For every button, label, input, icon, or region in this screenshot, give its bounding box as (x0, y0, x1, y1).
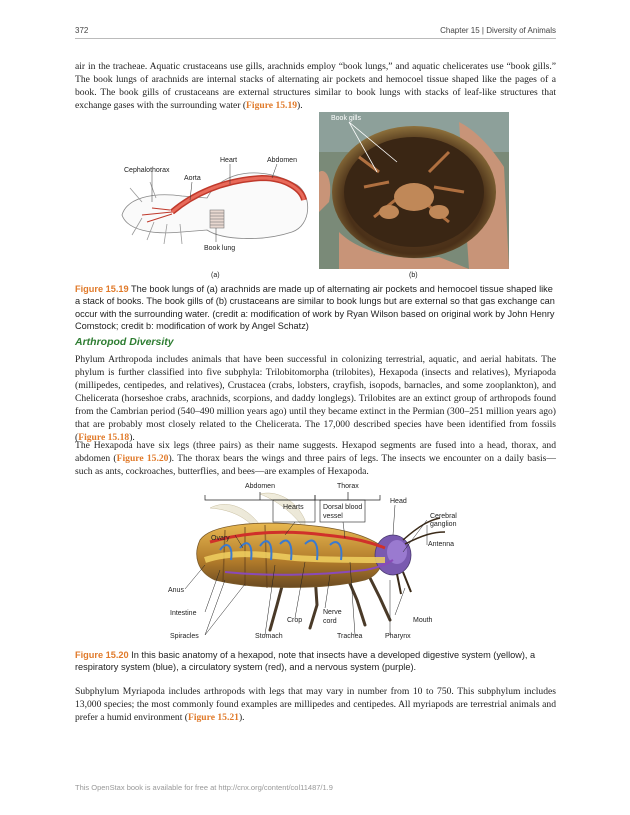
hexapod-anatomy-diagram (165, 480, 465, 645)
chapter-title: Chapter 15 | Diversity of Animals (440, 26, 556, 35)
label-abdomen: Abdomen (267, 157, 297, 164)
label-spiracles: Spiracles (170, 633, 199, 640)
label-thorax: Thorax (337, 483, 359, 490)
label-mouth: Mouth (413, 617, 433, 624)
header-rule (75, 38, 556, 39)
subfigure-a-label: (a) (211, 272, 220, 279)
figure-link[interactable]: Figure 15.20 (116, 453, 169, 464)
label-abdomen: Abdomen (245, 483, 275, 490)
label-hearts: Hearts (283, 504, 304, 511)
figure-link[interactable]: Figure 15.18 (78, 432, 130, 443)
label-anus: Anus (168, 587, 184, 594)
label-cerebral: Cerebral (430, 513, 457, 520)
subfigure-b-label: (b) (409, 272, 418, 279)
label-ovary: Ovary (211, 535, 230, 542)
label-cord: cord (323, 618, 337, 625)
label-antenna: Antenna (428, 541, 455, 548)
section-heading: Arthropod Diversity (75, 336, 174, 348)
label-trachea: Trachea (337, 633, 363, 640)
page-number: 372 (75, 26, 89, 35)
label-pharynx: Pharynx (385, 633, 411, 640)
intro-paragraph: air in the tracheae. Aquatic crustaceans use gills, arachnids employ “book lungs,” and aquatic chelicerates use “book gills.” The book lungs of arachnids are internal stacks of alternating air pockets and hemocoel tissue shaped like the pages of a book. The book gills of crustaceans are external structures similar to book lungs with stacks of leaf-like structures that exchange gases with the surrounding water (Figure 15.19). (75, 61, 556, 111)
label-nerve: Nerve (323, 609, 342, 616)
label-intestine: Intestine (170, 610, 197, 617)
label-vessel: vessel (323, 513, 343, 520)
horseshoe-crab-photo (319, 112, 509, 269)
figure-link[interactable]: Figure 15.19 (246, 100, 298, 111)
label-dorsal-blood: Dorsal blood (323, 504, 363, 511)
label-cephalothorax: Cephalothorax (124, 167, 170, 174)
label-book-lung: Book lung (204, 245, 236, 252)
label-aorta: Aorta (184, 175, 201, 182)
arachnid-book-lung-diagram (112, 140, 322, 265)
label-stomach: Stomach (255, 633, 283, 640)
figure-15-19-caption: Figure 15.19 The book lungs of (a) arachnids are made up of alternating air pockets and hemocoel tissue shaped like a stack of books. The book gills of (b) crustaceans are similar to book lungs but are external so that gas exchange can occur with the surrounding water. (credit a: modification of work by Ryan Wilson based on original work by John Henry Comstock; credit b: modification of work by Angel Schatz) (75, 284, 555, 331)
myriapoda-paragraph: Subphylum Myriapoda includes arthropods with legs that may vary in number from 10 to 750. This subphylum includes 13,000 species; the most commonly found examples are millipedes and centipedes. All myriapods are terrestrial animals and prefer a humid environment (Figure 15.21). (75, 686, 556, 723)
label-ganglion: ganglion (430, 521, 457, 528)
phylum-paragraph: Phylum Arthropoda includes animals that have been successful in colonizing terrestrial, aquatic, and aerial habitats. The phylum is further classified into five subphyla: Trilobitomorpha (trilobites), Hexapoda (insects and relatives), Myriapoda (millipedes, centipedes, and relatives), Crustacea (crabs, lobsters, crayfish, isopods, barnacles, and some zooplankton), and Chelicerata (horseshoe crabs, arachnids, scorpions, and daddy longlegs). Trilobites are an extinct group of arthropods found from the Cambrian period (540–490 million years ago) until they became extinct in the Permian (300–251 million years ago) that are probably most closely related to the Chelicerata. The 17,000 described species have been identified from fossils (Figure 15.18). (75, 354, 556, 443)
footer-text: This OpenStax book is available for free at http://cnx.org/content/col11487/1.9 (75, 783, 333, 792)
label-head: Head (390, 498, 407, 505)
label-heart: Heart (220, 157, 238, 164)
figure-15-20-caption: Figure 15.20 In this basic anatomy of a hexapod, note that insects have a developed digestive system (yellow), a respiratory system (blue), a circulatory system (red), and a nervous system (purple). (75, 650, 536, 673)
label-crop: Crop (287, 617, 303, 624)
figure-link[interactable]: Figure 15.21 (187, 712, 239, 723)
hexapoda-paragraph: The Hexapoda have six legs (three pairs) as their name suggests. Hexapod segments are fused into a head, thorax, and abdomen (Figure 15.20). The thorax bears the wings and three pairs of legs. The insects we encounter on a daily basis—such as ants, cockroaches, butterflies, and bees—are examples of Hexapoda. (75, 440, 556, 477)
label-book-gills: Book gills (331, 115, 361, 122)
